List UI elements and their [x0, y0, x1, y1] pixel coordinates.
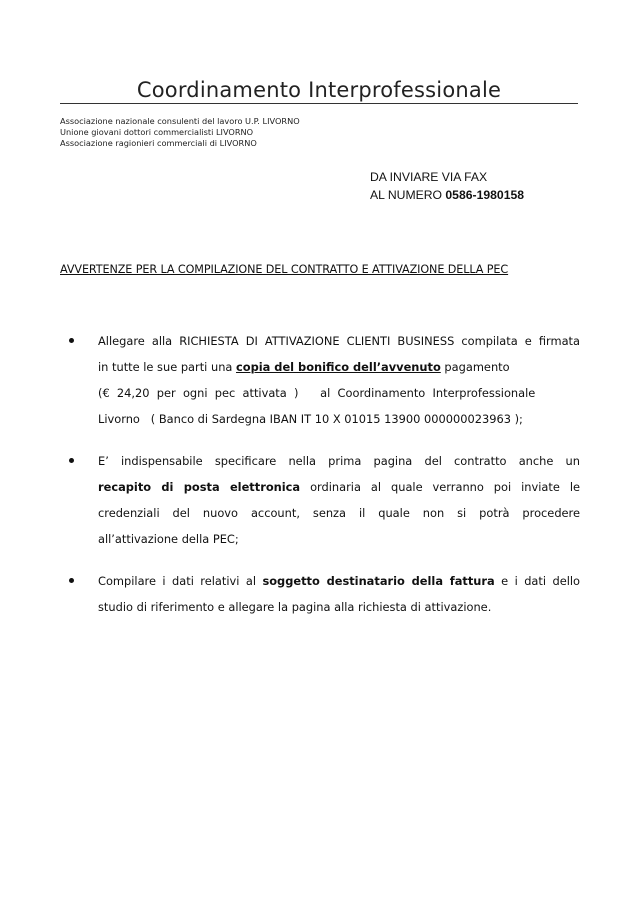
page-title: Coordinamento Interprofessionale [136, 78, 502, 102]
item-line: Livorno ( Banco di Sardegna IBAN IT 10 X 01015 13900 000000023963 ); [98, 412, 523, 426]
item-line: all’attivazione della PEC; [98, 532, 239, 546]
bullet-icon [69, 458, 74, 463]
fax-prefix: AL NUMERO [370, 188, 446, 202]
item-emphasis: recapito di posta elettronica [98, 480, 301, 494]
item-line: studio di riferimento e allegare la pagina alla richiesta di attivazione. [98, 600, 492, 614]
instruction-list [60, 328, 580, 620]
fax-line-2 [370, 186, 524, 204]
list-item [60, 328, 580, 432]
list-item [60, 568, 580, 620]
fax-number: 0586-1980158 [445, 188, 525, 202]
item-line: (€ 24,20 per ogni pec attivata ) al Coordinamento Interprofessionale [98, 386, 536, 400]
item-line [98, 568, 580, 594]
item-text: Compilare i dati relativi al [98, 574, 263, 588]
item-text: e i dati dello [494, 574, 581, 588]
bullet-icon [69, 578, 74, 583]
item-emphasis: copia del bonifico dell’avvenuto [236, 360, 441, 374]
fax-line-1: DA INVIARE VIA FAX [370, 170, 488, 184]
association-line: Associazione nazionale consulenti del lavoro U.P. LIVORNO [60, 116, 300, 126]
title-divider [60, 103, 578, 104]
item-line [98, 474, 580, 500]
item-line: Allegare alla RICHIESTA DI ATTIVAZIONE CLIENTI BUSINESS compilata e firmata [98, 334, 580, 348]
item-emphasis: soggetto destinatario della fattura [262, 574, 495, 588]
association-line: Associazione ragionieri commerciali di LIVORNO [60, 138, 257, 148]
item-text: in tutte le sue parti una [98, 360, 237, 374]
list-item [60, 448, 580, 552]
item-line: E’ indispensabile specificare nella prima pagina del contratto anche un [98, 454, 580, 468]
bullet-icon [69, 338, 74, 343]
item-text: ordinaria al quale verranno poi inviate le [300, 480, 580, 494]
item-line: credenziali del nuovo account, senza il quale non si potrà procedere [98, 506, 580, 520]
section-heading: AVVERTENZE PER LA COMPILAZIONE DEL CONTRATTO E ATTIVAZIONE DELLA PEC [60, 263, 509, 276]
fax-instructions [370, 168, 524, 204]
association-list [60, 116, 300, 149]
association-line: Unione giovani dottori commercialisti LIVORNO [60, 127, 254, 137]
item-line [98, 354, 580, 380]
item-text: pagamento [440, 360, 510, 374]
